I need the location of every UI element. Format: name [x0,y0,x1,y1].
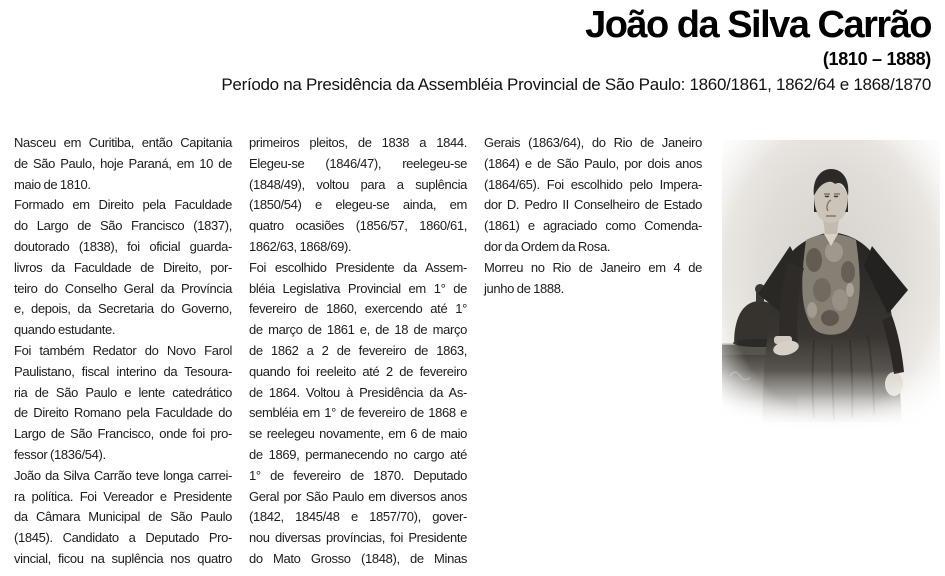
text-line: livros da Faculdade de Direito, por- [14,259,232,275]
text-line: Gerais (1863/64), do Rio de Janeiro [484,135,702,150]
text-line: dor D. Pedro II Conselheiro de Estado [484,197,702,213]
text-line: Morreu no Rio de Janeiro em 4 de [484,259,702,275]
text-line: primeiros pleitos, de 1838 a 1844. [249,135,467,150]
portrait-drawing [722,140,940,428]
text-line: dor da Ordem da Rosa. [484,238,611,254]
text-line: (1842, 1845/48 e 1857/70), gover- [249,509,467,525]
text-line: maio de 1810. [14,176,91,192]
text-line: Formado em Direito pela Faculdade [14,197,232,213]
text-line: 1862/63, 1868/69). [249,238,352,254]
text-line: e, depois, da Secretaria do Governo, [14,301,232,317]
text-line: quando foi reeleito até 2 de fevereiro [249,363,467,379]
text-line: de março de 1861 e, de 18 de março [249,322,467,338]
text-line: Foi também Redator do Novo Farol [14,342,232,358]
page-title: João da Silva Carrão [585,4,931,46]
text-line: de 1862 a 2 de fevereiro de 1863, [249,342,467,358]
text-line: da Câmara Municipal de São Paulo [14,509,232,525]
text-line: bléia Legislativa Provincial em 1° de [249,280,467,296]
text-line: quatro ocasiões (1856/57, 1860/61, [249,218,467,234]
text-line: Geral por São Paulo em diversos anos [249,488,467,504]
text-line: do Mato Grosso (1848), de Minas [249,550,467,566]
text-line: sembléia em 1° de fevereiro de 1868 e [249,405,467,421]
text-line: vincial, ficou na suplência nos quatro [14,550,232,566]
life-dates: (1810 – 1888) [822,48,931,69]
text-line: (1845). Candidato a Deputado Pro- [14,530,232,546]
text-line: (1848/49), voltou para a suplência [249,176,467,192]
text-line: junho de 1888. [484,280,564,296]
header [221,4,931,95]
text-line: de Direito Romano pela Faculdade do [14,405,232,421]
text-column-2 [249,133,467,570]
portrait-lithograph-image [722,140,940,428]
text-line: João da Silva Carrão teve longa carrei- [14,467,232,483]
text-line: fevereiro de 1860, exercendo até 1° [249,301,467,317]
text-line: se reelegeu novamente, em 6 de maio [249,426,467,442]
text-line: Elegeu-se (1846/47), reelegeu-se [249,155,467,171]
text-line: de 1869, permanecendo no cargo até [249,446,467,462]
text-line: quando estudante. [14,322,116,338]
text-line: fessor (1836/54). [14,446,106,462]
text-line: teiro do Conselho Geral da Província [14,280,232,296]
text-line: nou diversas províncias, foi Presidente [249,530,467,546]
text-column-1 [14,133,232,570]
text-line: (1864/65). Foi escolhido pelo Impera- [484,176,702,192]
text-line: Foi escolhido Presidente da Assem- [249,259,467,275]
text-line: de São Paulo, hoje Paraná, em 10 de [14,155,232,171]
presidency-period-subtitle: Período na Presidência da Assembléia Provincial de São Paulo: 1860/1861, 1862/64 e 1868/1870 [221,74,931,94]
text-line: ria de São Paulo e lente catedrático [14,384,232,400]
text-line: do Largo de São Francisco (1837), [14,218,232,234]
text-line: Largo de São Francisco, onde foi pro- [14,426,232,442]
text-line: (1850/54) e elegeu-se ainda, em [249,197,467,213]
text-line: 1° de fevereiro de 1870. Deputado [249,467,467,483]
text-line: (1861) e agraciado como Comenda- [484,218,702,234]
text-line: de 1864. Voltou à Presidência da As- [249,384,467,400]
text-column-3 [484,133,702,299]
text-line: Paulistano, fiscal interino da Tesoura- [14,363,232,379]
text-line: (1864) e de São Paulo, por dois anos [484,155,702,171]
text-line: ra política. Foi Vereador e Presidente [14,488,232,504]
text-line: Nasceu em Curitiba, então Capitania [14,135,232,150]
text-line: doutorado (1838), foi oficial guarda- [14,238,232,254]
